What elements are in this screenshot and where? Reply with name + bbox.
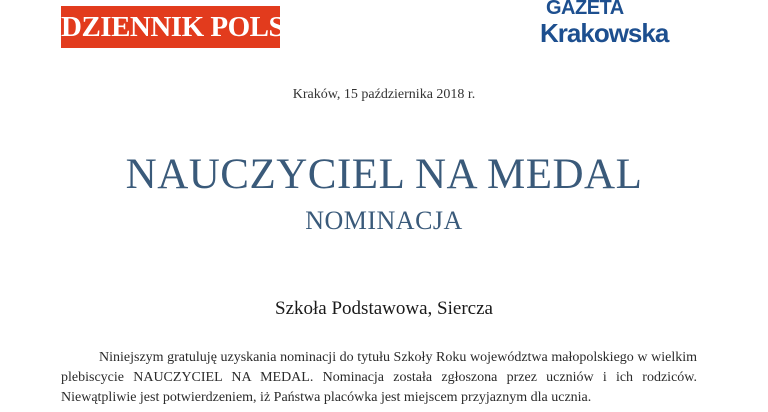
- dziennik-polski-logo: DZIENNIK POLSKI: [61, 6, 280, 48]
- letter-date: Kraków, 15 października 2018 r.: [292, 87, 476, 102]
- page-subtitle: NOMINACJA: [305, 206, 463, 235]
- school-name: Szkoła Podstawowa, Siercza: [275, 298, 493, 319]
- gazeta-logo-line1: GAZETA: [546, 0, 624, 19]
- letter-body: Niniejszym gratuluję uzyskania nominacji do tytułu Szkoły Roku województwa małopolskiego w wielkim plebiscycie NAUCZYCIEL NA MEDAL. Nominacja została zgłoszona przez uczniów i ich rodziców. Niewątpliwie jest potwierdzeniem, iż Państwa placówka jest miejscem przyjaznym dla ucznia.: [61, 350, 697, 405]
- page-title: NAUCZYCIEL NA MEDAL: [125, 151, 643, 198]
- gazeta-logo-line2: Krakowska: [540, 18, 669, 48]
- gazeta-krakowska-logo: [540, 0, 700, 52]
